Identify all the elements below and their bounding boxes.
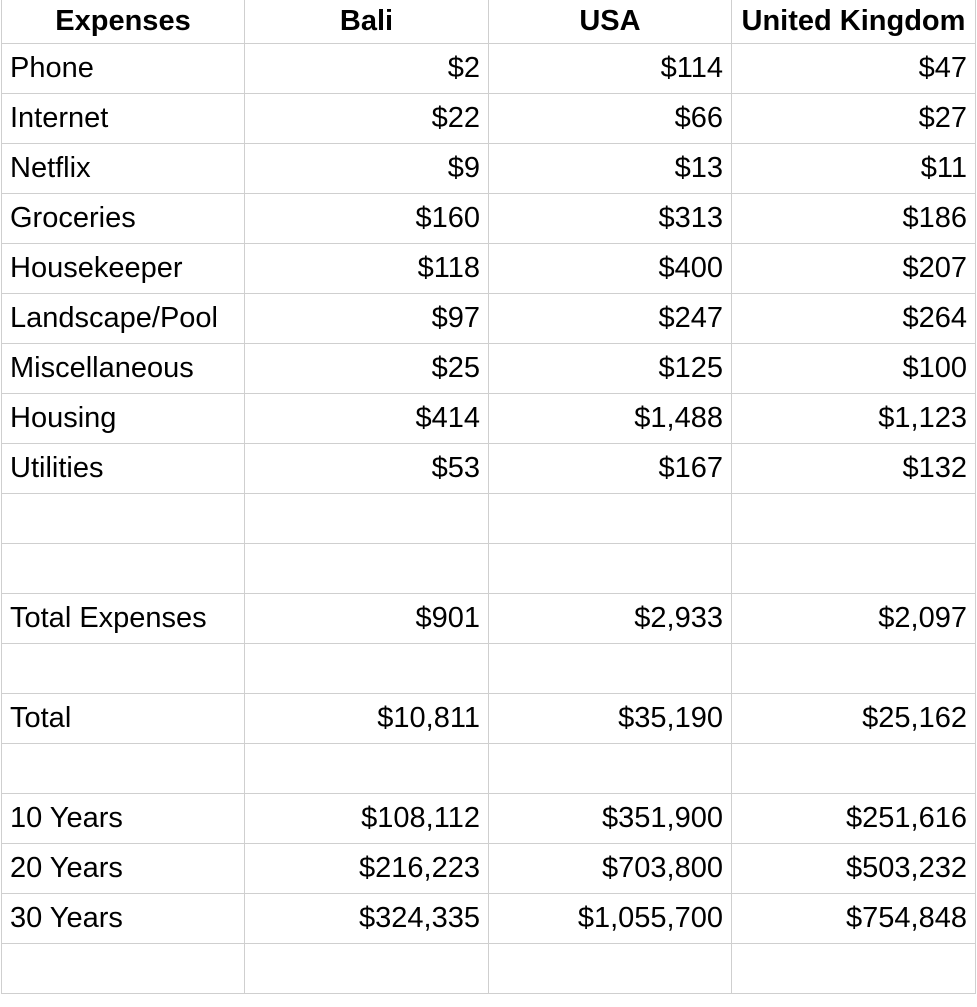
cell-expense-label[interactable]: Landscape/Pool — [2, 294, 245, 344]
table-row — [2, 394, 976, 444]
cell-expense-label[interactable]: Total Expenses — [2, 594, 245, 644]
cell-bali[interactable] — [244, 494, 488, 544]
cell-expense-label[interactable] — [2, 644, 245, 694]
cell-united-kingdom[interactable] — [731, 944, 975, 994]
cell-bali[interactable]: $10,811 — [244, 694, 488, 744]
cell-expense-label[interactable] — [2, 744, 245, 794]
cell-bali[interactable]: $22 — [244, 94, 488, 144]
table-row — [2, 494, 976, 544]
cell-bali[interactable]: $324,335 — [244, 894, 488, 944]
cell-bali[interactable] — [244, 644, 488, 694]
cell-bali[interactable]: $118 — [244, 244, 488, 294]
cell-usa[interactable]: $400 — [488, 244, 731, 294]
cell-expense-label[interactable]: Phone — [2, 44, 245, 94]
cell-united-kingdom[interactable] — [731, 544, 975, 594]
cell-expense-label[interactable]: Groceries — [2, 194, 245, 244]
table-row — [2, 844, 976, 894]
table-row — [2, 694, 976, 744]
cell-usa[interactable]: $114 — [488, 44, 731, 94]
table-row — [2, 894, 976, 944]
cell-expense-label[interactable]: Internet — [2, 94, 245, 144]
cell-united-kingdom[interactable]: $47 — [731, 44, 975, 94]
cell-bali[interactable] — [244, 944, 488, 994]
cell-usa[interactable] — [488, 644, 731, 694]
cell-united-kingdom[interactable]: $100 — [731, 344, 975, 394]
cell-expense-label[interactable]: Total — [2, 694, 245, 744]
cell-usa[interactable]: $247 — [488, 294, 731, 344]
cell-bali[interactable]: $901 — [244, 594, 488, 644]
cell-bali[interactable] — [244, 744, 488, 794]
cell-usa[interactable]: $313 — [488, 194, 731, 244]
cell-united-kingdom[interactable]: $11 — [731, 144, 975, 194]
table-row — [2, 944, 976, 994]
cell-usa[interactable]: $167 — [488, 444, 731, 494]
cell-usa[interactable]: $13 — [488, 144, 731, 194]
cell-united-kingdom[interactable]: $27 — [731, 94, 975, 144]
cell-united-kingdom[interactable]: $2,097 — [731, 594, 975, 644]
table-row — [2, 94, 976, 144]
header-cell-united-kingdom[interactable]: United Kingdom — [731, 0, 975, 44]
cell-expense-label[interactable]: Housing — [2, 394, 245, 444]
table-row — [2, 344, 976, 394]
cell-bali[interactable]: $160 — [244, 194, 488, 244]
cell-bali[interactable]: $25 — [244, 344, 488, 394]
cell-expense-label[interactable]: 10 Years — [2, 794, 245, 844]
cell-bali[interactable]: $2 — [244, 44, 488, 94]
header-cell-expenses[interactable]: Expenses — [2, 0, 245, 44]
header-cell-bali[interactable]: Bali — [244, 0, 488, 44]
table-row — [2, 294, 976, 344]
expenses-spreadsheet — [1, 0, 976, 994]
cell-bali[interactable]: $108,112 — [244, 794, 488, 844]
header-cell-usa[interactable]: USA — [488, 0, 731, 44]
table-row — [2, 744, 976, 794]
cell-united-kingdom[interactable]: $264 — [731, 294, 975, 344]
cell-united-kingdom[interactable] — [731, 644, 975, 694]
table-row — [2, 794, 976, 844]
table-row — [2, 444, 976, 494]
cell-usa[interactable]: $703,800 — [488, 844, 731, 894]
cell-usa[interactable]: $125 — [488, 344, 731, 394]
cell-expense-label[interactable]: Netflix — [2, 144, 245, 194]
cell-united-kingdom[interactable] — [731, 494, 975, 544]
cell-united-kingdom[interactable]: $207 — [731, 244, 975, 294]
cell-bali[interactable] — [244, 544, 488, 594]
cell-expense-label[interactable]: 20 Years — [2, 844, 245, 894]
cell-bali[interactable]: $216,223 — [244, 844, 488, 894]
cell-bali[interactable]: $53 — [244, 444, 488, 494]
cell-bali[interactable]: $97 — [244, 294, 488, 344]
cell-expense-label[interactable] — [2, 544, 245, 594]
cell-usa[interactable]: $1,055,700 — [488, 894, 731, 944]
cell-united-kingdom[interactable]: $132 — [731, 444, 975, 494]
table-row — [2, 544, 976, 594]
cell-united-kingdom[interactable]: $503,232 — [731, 844, 975, 894]
cell-usa[interactable] — [488, 544, 731, 594]
table-row — [2, 644, 976, 694]
cell-expense-label[interactable]: Housekeeper — [2, 244, 245, 294]
cell-usa[interactable]: $66 — [488, 94, 731, 144]
cell-united-kingdom[interactable]: $754,848 — [731, 894, 975, 944]
cell-usa[interactable]: $1,488 — [488, 394, 731, 444]
cell-usa[interactable] — [488, 494, 731, 544]
cell-expense-label[interactable] — [2, 494, 245, 544]
cell-expense-label[interactable]: Utilities — [2, 444, 245, 494]
table-row — [2, 594, 976, 644]
cell-usa[interactable]: $351,900 — [488, 794, 731, 844]
cell-united-kingdom[interactable]: $251,616 — [731, 794, 975, 844]
cell-united-kingdom[interactable]: $1,123 — [731, 394, 975, 444]
sheet-body — [2, 44, 976, 994]
cell-bali[interactable]: $9 — [244, 144, 488, 194]
table-row — [2, 144, 976, 194]
cell-bali[interactable]: $414 — [244, 394, 488, 444]
cell-united-kingdom[interactable]: $186 — [731, 194, 975, 244]
cell-united-kingdom[interactable]: $25,162 — [731, 694, 975, 744]
cell-usa[interactable]: $2,933 — [488, 594, 731, 644]
cell-usa[interactable]: $35,190 — [488, 694, 731, 744]
cell-expense-label[interactable]: Miscellaneous — [2, 344, 245, 394]
table-row — [2, 44, 976, 94]
cell-usa[interactable] — [488, 944, 731, 994]
cell-usa[interactable] — [488, 744, 731, 794]
cell-expense-label[interactable]: 30 Years — [2, 894, 245, 944]
cell-united-kingdom[interactable] — [731, 744, 975, 794]
table-row — [2, 194, 976, 244]
cell-expense-label[interactable] — [2, 944, 245, 994]
header-row — [2, 0, 976, 44]
table-row — [2, 244, 976, 294]
